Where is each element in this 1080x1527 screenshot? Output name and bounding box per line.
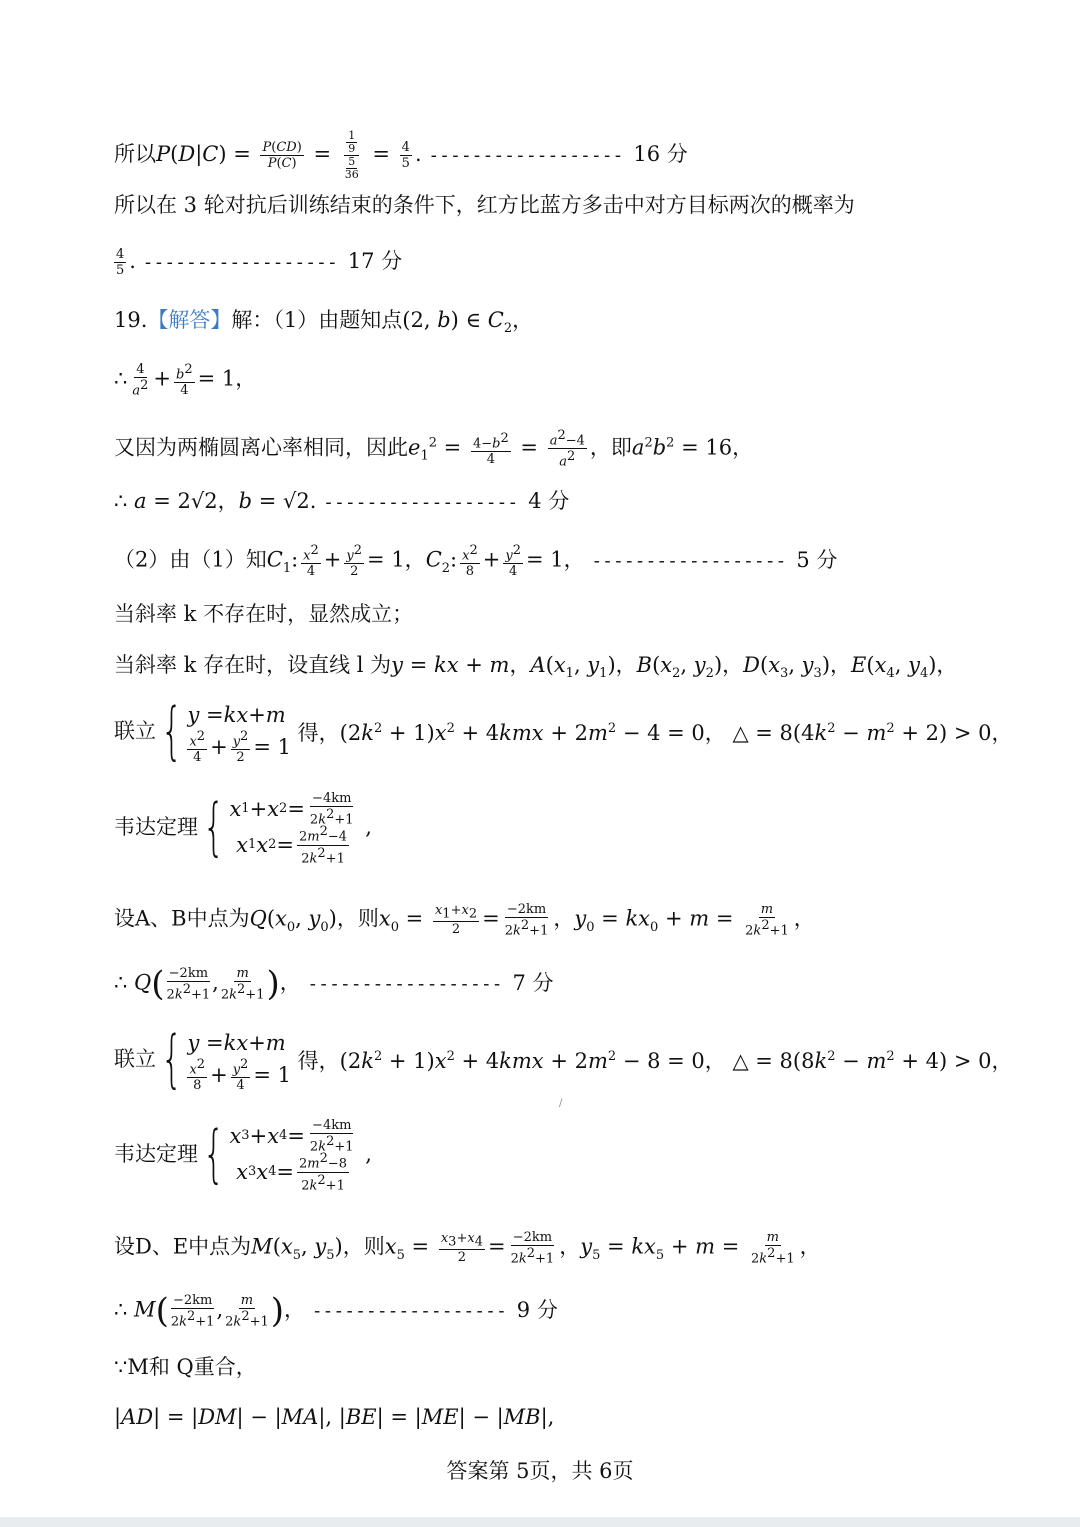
line-vieta-c2: 韦达定理 { x 3 + x 4 = $\frac{-4km}{2k^2+1}$ x 3 x 4 = $\frac{2m^2-8}{2k^2+1}$ ,	[114, 1117, 372, 1193]
line-a-b-values: ∴ a = 2√2，b = √2. ------------------ 4 分	[114, 489, 570, 513]
line-probability-statement: 所以在 3 轮对抗后训练结束的条件下，红方比蓝方多击中对方目标两次的概率为	[114, 193, 855, 217]
line-system-c2: 联立 { y = kx + m $\frac{x^2}{8}$ + $\frac{y^2}{4}$ = 1 得，$(2k^2 + 1)x^2 + 4kmx + 2m^2 - 8 = 0$， △ = $8(8k^2 - m^2 + 4) > 0$，	[114, 1022, 1013, 1095]
line-answer-four-fifths: $\frac{4}{5}$ . ------------------ 17 分	[116, 247, 403, 278]
line-m-coordinates: ∴ M( $\frac{-2km}{2k^2+1}$ , $\frac{m}{2k^2+1}$ )， ------------------ 9 分	[114, 1291, 558, 1332]
line-midpoint-m: 设D、E中点为$M(x_5$, $y_5$)，则$x_5$ = $\frac{x_3+x_4}{2}$ = $\frac{-2km}{2k^2+1}$ ，$y_5 = kx_5 + m$ = $\frac{m}{2k^2+1}$ ，	[114, 1230, 821, 1267]
page-footer: 答案第 5页，共 6页	[446, 1459, 634, 1483]
scan-mark: /	[559, 1098, 563, 1109]
line-system-c1: 联立 { y = kx + m $\frac{x^2}{4}$ + $\frac{y^2}{2}$ = 1 得，$(2k^2 + 1)x^2 + 4kmx + 2m^2 - 4 = 0$， △ = $8(4k^2 - m^2 + 2) > 0$，	[114, 694, 1013, 767]
line-vieta-c1: 韦达定理 { x 1 + x 2 = $\frac{-4km}{2k^2+1}$ x 1 x 2 = $\frac{2m^2-4}{2k^2+1}$ ,	[114, 790, 372, 866]
line-segment-lengths: |AD| = |DM| − |MA|, |BE| = |ME| − |MB|,	[114, 1405, 555, 1429]
line-ellipse-equation: ∴ $\frac{4}{a^2}$ + $\frac{b^2}{4}$ = 1，	[114, 362, 257, 399]
line-part2-ellipses: （2）由（1）知$C_1$: $\frac{x^2}{4}$ + $\frac{y^2}{2}$ = 1，$C_2$: $\frac{x^2}{8}$ + $\frac{y^2}{4}$ = 1， ------------------ 5 分	[114, 543, 838, 580]
line-q-coordinates: ∴ Q( $\frac{-2km}{2k^2+1}$ , $\frac{m}{2k^2+1}$ )， ------------------ 7 分	[114, 964, 554, 1005]
line-conditional-probability: 所以P(D|C) = $\frac{P(CD)}{P(C)}$ = $\frac{\frac{1}{9}}{\frac{5}{36}}$ = $\frac{4}{5}$ . ------------------ 16 分	[114, 129, 688, 181]
line-slope-exists: 当斜率 k 存在时，设直线 l 为y = kx + m，$A(x_1$, $y_1$)，$B(x_2$, $y_2$)，$D(x_3$, $y_3$)，$E(x_4$, $y_4$)，	[114, 653, 958, 682]
bottom-strip	[0, 1517, 1080, 1527]
line-m-q-coincide: ∵M和 Q重合，	[114, 1355, 257, 1379]
line-q19-start: 19.【解答】解：（1）由题知点(2, b) ∈ $C_2$，	[114, 308, 534, 337]
line-slope-not-exist: 当斜率 k 不存在时，显然成立；	[114, 602, 414, 626]
line-eccentricity: 又因为两椭圆离心率相同，因此$e_1^2$ = $\frac{4-b^2}{4}$ = $\frac{a^2-4}{a^2}$ ，即$a^2b^2 = 16$，	[114, 428, 754, 470]
line-midpoint-q: 设A、B中点为$Q(x_0$, $y_0$)，则$x_0$ = $\frac{x_1+x_2}{2}$ = $\frac{-2km}{2k^2+1}$ ，$y_0 = kx_0 + m$ = $\frac{m}{2k^2+1}$ ，	[114, 902, 815, 939]
